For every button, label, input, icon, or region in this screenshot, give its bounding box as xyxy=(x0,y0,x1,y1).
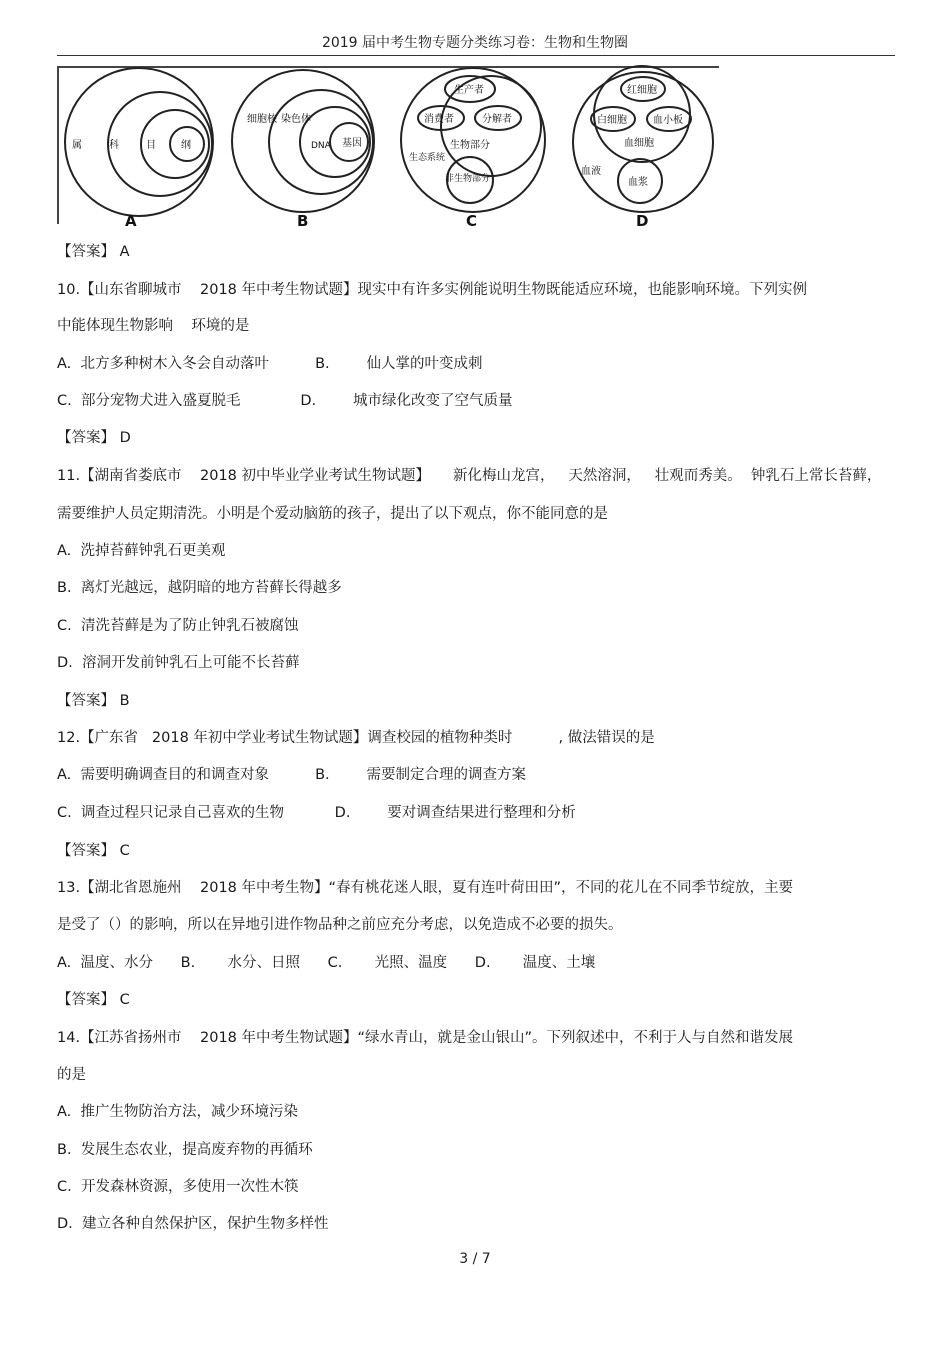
platelet-label: 血小板 xyxy=(653,115,683,126)
question-10-options-cd: C. 部分宠物犬进入盛夏脱毛 D. 城市绿化改变了空气质量 xyxy=(57,393,513,409)
ecosystem-label: 生态系统 xyxy=(409,153,446,163)
red-cell-label: 红细胞 xyxy=(627,85,657,96)
diagram-d-letter: D xyxy=(636,212,649,230)
question-12-options-cd: C. 调查过程只记录自己喜欢的生物 D. 要对调查结果进行整理和分析 xyxy=(57,805,576,821)
question-10-options-ab: A. 北方多种树木入冬会自动落叶 B. 仙人掌的叶变成刺 xyxy=(57,356,483,372)
consumer-label: 消费者 xyxy=(424,114,454,125)
diagram-a xyxy=(65,68,213,230)
answer-13: 【答案】 C xyxy=(57,992,130,1008)
question-14-option-c: C. 开发森林资源，多使用一次性木筷 xyxy=(57,1179,299,1195)
question-11-option-a: A. 洗掉苔藓钟乳石更美观 xyxy=(57,543,226,559)
diagram-a-label-1: 属 xyxy=(72,140,82,151)
question-9-figure xyxy=(57,64,719,232)
question-11-stem-2: 需要维护人员定期清洗。小明是个爱动脑筋的孩子，提出了以下观点，你不能同意的是 xyxy=(57,506,608,522)
producer-label: 生产者 xyxy=(454,85,484,96)
diagram-b xyxy=(232,70,374,230)
diagram-d xyxy=(573,66,713,230)
page-number: 3 / 7 xyxy=(459,1251,491,1267)
diagram-a-label-3: 目 xyxy=(146,140,156,151)
diagram-c-letter: C xyxy=(466,212,478,230)
blood-label: 血液 xyxy=(581,166,601,177)
diagram-b-letter: B xyxy=(297,212,309,230)
biotic-part-label: 生物部分 xyxy=(450,140,490,151)
question-14-stem-2: 的是 xyxy=(57,1067,86,1083)
diagram-b-label-2: 染色体 xyxy=(281,114,311,125)
white-cell-label: 白细胞 xyxy=(597,115,627,126)
question-14-option-a: A. 推广生物防治方法，减少环境污染 xyxy=(57,1104,298,1120)
answer-11: 【答案】 B xyxy=(57,693,130,709)
header-divider xyxy=(57,55,895,56)
question-14-option-b: B. 发展生态农业，提高废弃物的再循环 xyxy=(57,1142,313,1158)
question-10-stem-2: 中能体现生物影响 环境的是 xyxy=(57,318,250,334)
page-header: 2019 届中考生物专题分类练习卷：生物和生物圈 xyxy=(321,35,629,51)
question-13-stem-2: 是受了（）的影响，所以在异地引进作物品种之前应充分考虑，以免造成不必要的损失。 xyxy=(57,917,623,933)
plasma-label: 血浆 xyxy=(628,177,648,188)
diagram-a-letter: A xyxy=(125,212,137,230)
question-11-option-c: C. 清洗苔藓是为了防止钟乳石被腐蚀 xyxy=(57,618,299,634)
question-11-stem: 11.【湖南省娄底市 2018 初中毕业学业考试生物试题】 新化梅山龙宫， 天然溶洞， 壮观而秀美。 钟乳石上常长苔藓， xyxy=(57,468,882,484)
question-14-stem: 14.【江苏省扬州市 2018 年中考生物试题】“绿水青山，就是金山银山”。下列叙述中，不利于人与自然和谐发展 xyxy=(57,1030,794,1046)
question-14-option-d: D. 建立各种自然保护区，保护生物多样性 xyxy=(57,1216,329,1232)
diagram-a-label-4: 纲 xyxy=(181,140,191,151)
question-13-stem: 13.【湖北省恩施州 2018 年中考生物】“春有桃花迷人眼，夏有连叶荷田田”，不同的花儿在不同季节绽放，主要 xyxy=(57,880,794,896)
answer-9: 【答案】 A xyxy=(57,244,130,260)
question-10-stem: 10.【山东省聊城市 2018 年中考生物试题】现实中有许多实例能说明生物既能适应环境，也能影响环境。下列实例 xyxy=(57,282,808,298)
blood-cell-label: 血细胞 xyxy=(624,138,654,149)
question-12-options-ab: A. 需要明确调查目的和调查对象 B. 需要制定合理的调查方案 xyxy=(57,767,527,783)
question-11-option-d: D. 溶洞开发前钟乳石上可能不长苔藓 xyxy=(57,655,300,671)
diagram-b-label-3: DNA xyxy=(311,141,331,151)
diagram-a-label-2: 科 xyxy=(109,140,119,151)
decomposer-label: 分解者 xyxy=(482,114,512,125)
diagram-c xyxy=(401,68,545,230)
abiotic-part-label: 非生物部分 xyxy=(445,174,491,184)
diagram-b-label-1: 细胞核 xyxy=(247,114,277,125)
answer-10: 【答案】 D xyxy=(57,430,131,446)
question-13-options: A. 温度、水分 B. 水分、日照 C. 光照、温度 D. 温度、土壤 xyxy=(57,955,596,971)
question-12-stem: 12.【广东省 2018 年初中学业考试生物试题】调查校园的植物种类时 , 做法错误的是 xyxy=(57,730,655,746)
diagram-b-label-4: 基因 xyxy=(342,138,362,149)
question-11-option-b: B. 离灯光越远，越阴暗的地方苔藓长得越多 xyxy=(57,580,342,596)
answer-12: 【答案】 C xyxy=(57,843,130,859)
